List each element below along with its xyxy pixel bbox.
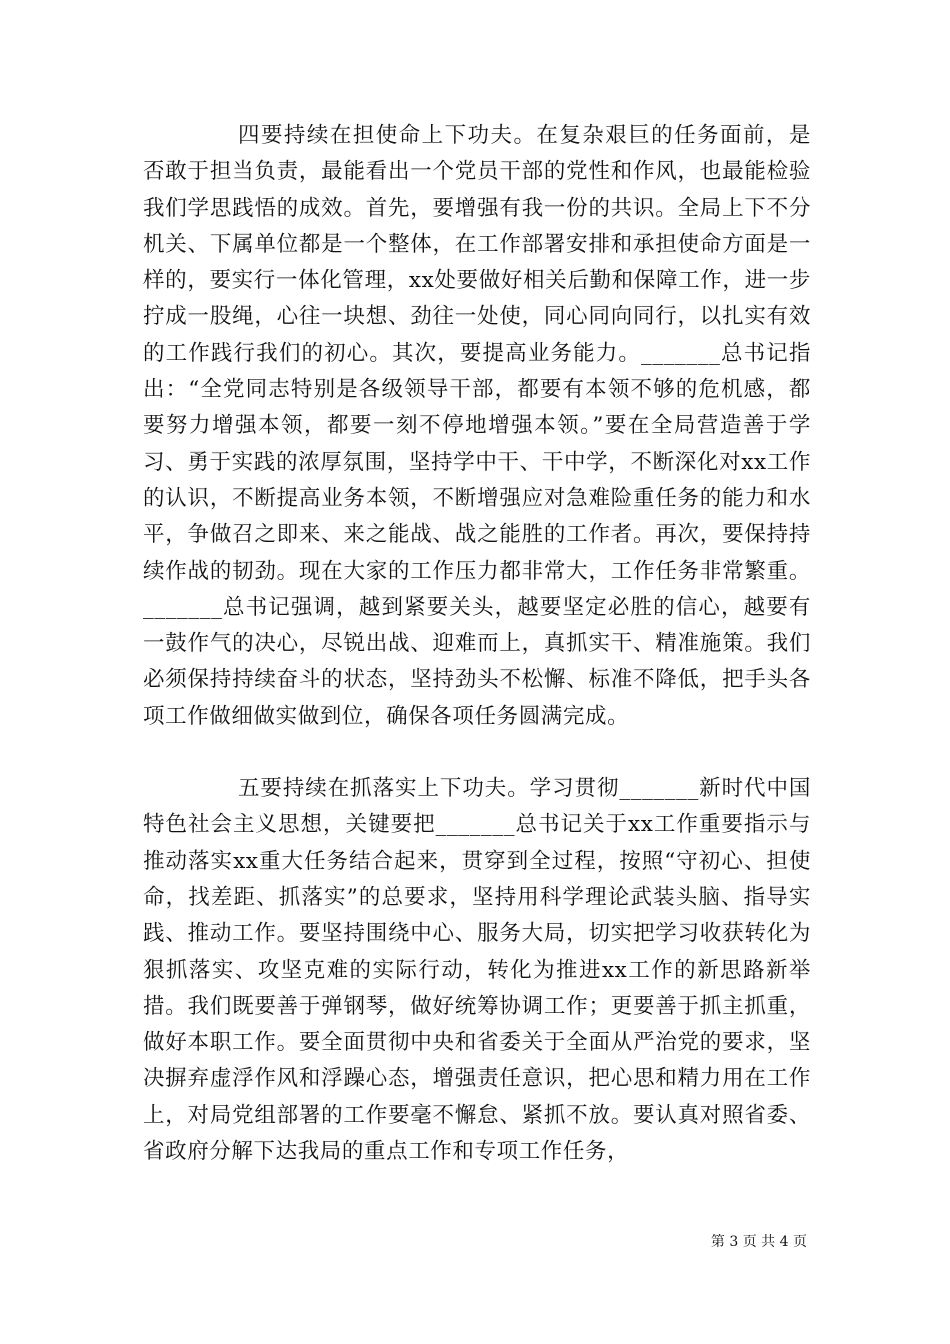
document-body (143, 118, 811, 1170)
page-number-footer: 第 3 页 共 4 页 (710, 1234, 807, 1250)
paragraph-5: 五要持续在抓落实上下功夫。学习贯彻_______新时代中国特色社会主义思想，关键要把_______总书记关于xx工作重要指示与推动落实xx重大任务结合起来，贯穿到全过程，按照“守初心、担使命，找差距、抓落实”的总要求，坚持用科学理论武装头脑、指导实践、推动工作。要坚持围绕中心、服务大局，切实把学习收获转化为狠抓落实、攻坚克难的实际行动，转化为推进xx工作的新思路新举措。我们既要善于弹钢琴，做好统筹协调工作；更要善于抓主抓重，做好本职工作。要全面贯彻中央和省委关于全面从严治党的要求，坚决摒弃虚浮作风和浮躁心态，增强责任意识，把心思和精力用在工作上，对局党组部署的工作要毫不懈怠、紧抓不放。要认真对照省委、省政府分解下达我局的重点工作和专项工作任务， (143, 776, 811, 1165)
paragraph-4: 四要持续在担使命上下功夫。在复杂艰巨的任务面前，是否敢于担当负责，最能看出一个党员干部的党性和作风，也最能检验我们学思践悟的成效。首先，要增强有我一份的共识。全局上下不分机关、下属单位都是一个整体，在工作部署安排和承担使命方面是一样的，要实行一体化管理，xx处要做好相关后勤和保障工作，进一步拧成一股绳，心往一块想、劲往一处使，同心同向同行，以扎实有效的工作践行我们的初心。其次，要提高业务能力。_______总书记指出：“全党同志特别是各级领导干部，都要有本领不够的危机感，都要努力增强本领，都要一刻不停地增强本领。”要在全局营造善于学习、勇于实践的浓厚氛围，坚持学中干、干中学，不断深化对xx工作的认识，不断提高业务本领，不断增强应对急难险重任务的能力和水平，争做召之即来、来之能战、战之能胜的工作者。再次，要保持持续作战的韧劲。现在大家的工作压力都非常大，工作任务非常繁重。_______总书记强调，越到紧要关头，越要坚定必胜的信心，越要有一鼓作气的决心，尽锐出战、迎难而上，真抓实干、精准施策。我们必须保持持续奋斗的状态，坚持劲头不松懈、标准不降低，把手头各项工作做细做实做到位，确保各项任务圆满完成。 (143, 123, 811, 729)
